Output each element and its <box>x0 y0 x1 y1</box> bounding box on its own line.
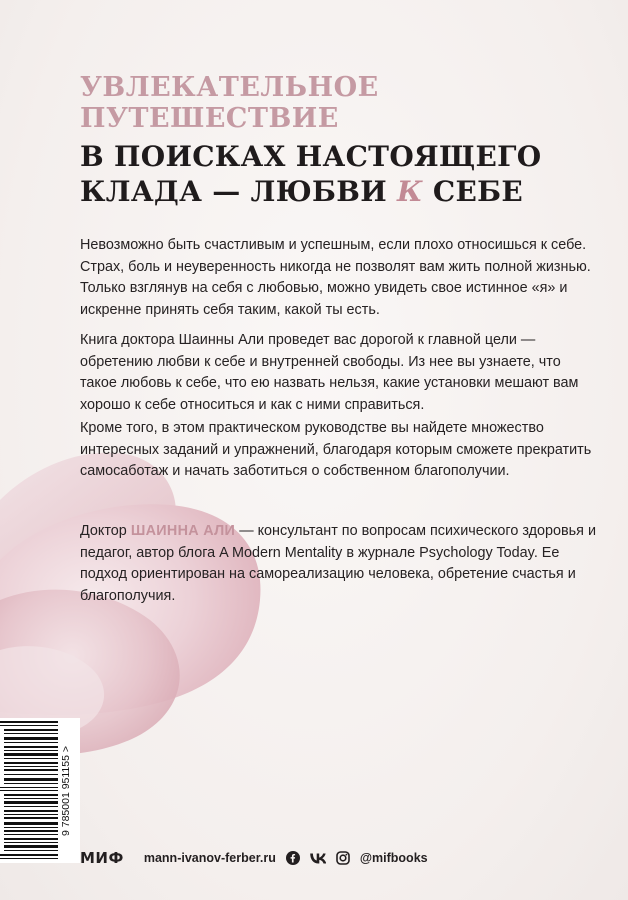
paragraph-text: Кроме того, в этом практическом руководстве вы найдете множество интересных заданий и упражнений, благодаря которым сможете прекратить самосаботаж и начать заботиться о собственном благополучии. <box>80 420 592 479</box>
headline <box>80 139 600 209</box>
vk-icon[interactable] <box>310 853 326 864</box>
publisher-logo: МИФ <box>80 849 124 867</box>
social-handle[interactable]: @mifbooks <box>359 851 428 865</box>
facebook-icon[interactable] <box>286 851 300 865</box>
description-paragraph-2 <box>80 330 600 416</box>
publisher-footer <box>80 847 428 869</box>
author-description: — консультант по вопросам психического здоровья и педагог, автор блога A Modern Mentality в журнале Psychology Today. Ее подход ориентирован на самореализацию человека, обретение счастья и благополучия. <box>80 523 596 604</box>
paragraph-text: Книга доктора Шаинны Али проведет вас дорогой к главной цели — обретению любви к себе и внутренней свободы. Из нее вы узнаете, что такое любовь к себе, что ею назвать нельзя, какие установки мешают вам хорошо к себе относиться и как с ними справиться. <box>80 332 579 413</box>
description-paragraph-3 <box>80 418 600 483</box>
instagram-icon[interactable] <box>336 851 350 865</box>
isbn-number <box>58 718 74 863</box>
author-name: ШАИННА АЛИ <box>130 523 236 539</box>
website-link[interactable]: mann-ivanov-ferber.ru <box>143 851 276 865</box>
tagline: УВЛЕКАТЕЛЬНОЕ ПУТЕШЕСТВИЕ <box>80 72 379 134</box>
author-bio <box>80 521 600 607</box>
paragraph-text: Невозможно быть счастливым и успешным, если плохо относишься к себе. Страх, боль и неуверенность никогда не позволят вам жить полной жизнью. Только взглянув на себя с любовью, можно увидеть свое истинное «я» и искренне принять себя таким, какой ты есть. <box>80 237 591 318</box>
headline-line-1: В ПОИСКАХ НАСТОЯЩЕГО <box>80 140 542 173</box>
description-paragraph-1 <box>80 235 600 321</box>
headline-line-2-end: СЕБЕ <box>422 175 523 208</box>
isbn-text: 9 785001 951155 > <box>60 745 72 836</box>
headline-accent: К <box>397 175 423 208</box>
headline-line-2: КЛАДА — ЛЮБВИ <box>80 175 398 208</box>
author-prefix: Доктор <box>80 523 131 539</box>
